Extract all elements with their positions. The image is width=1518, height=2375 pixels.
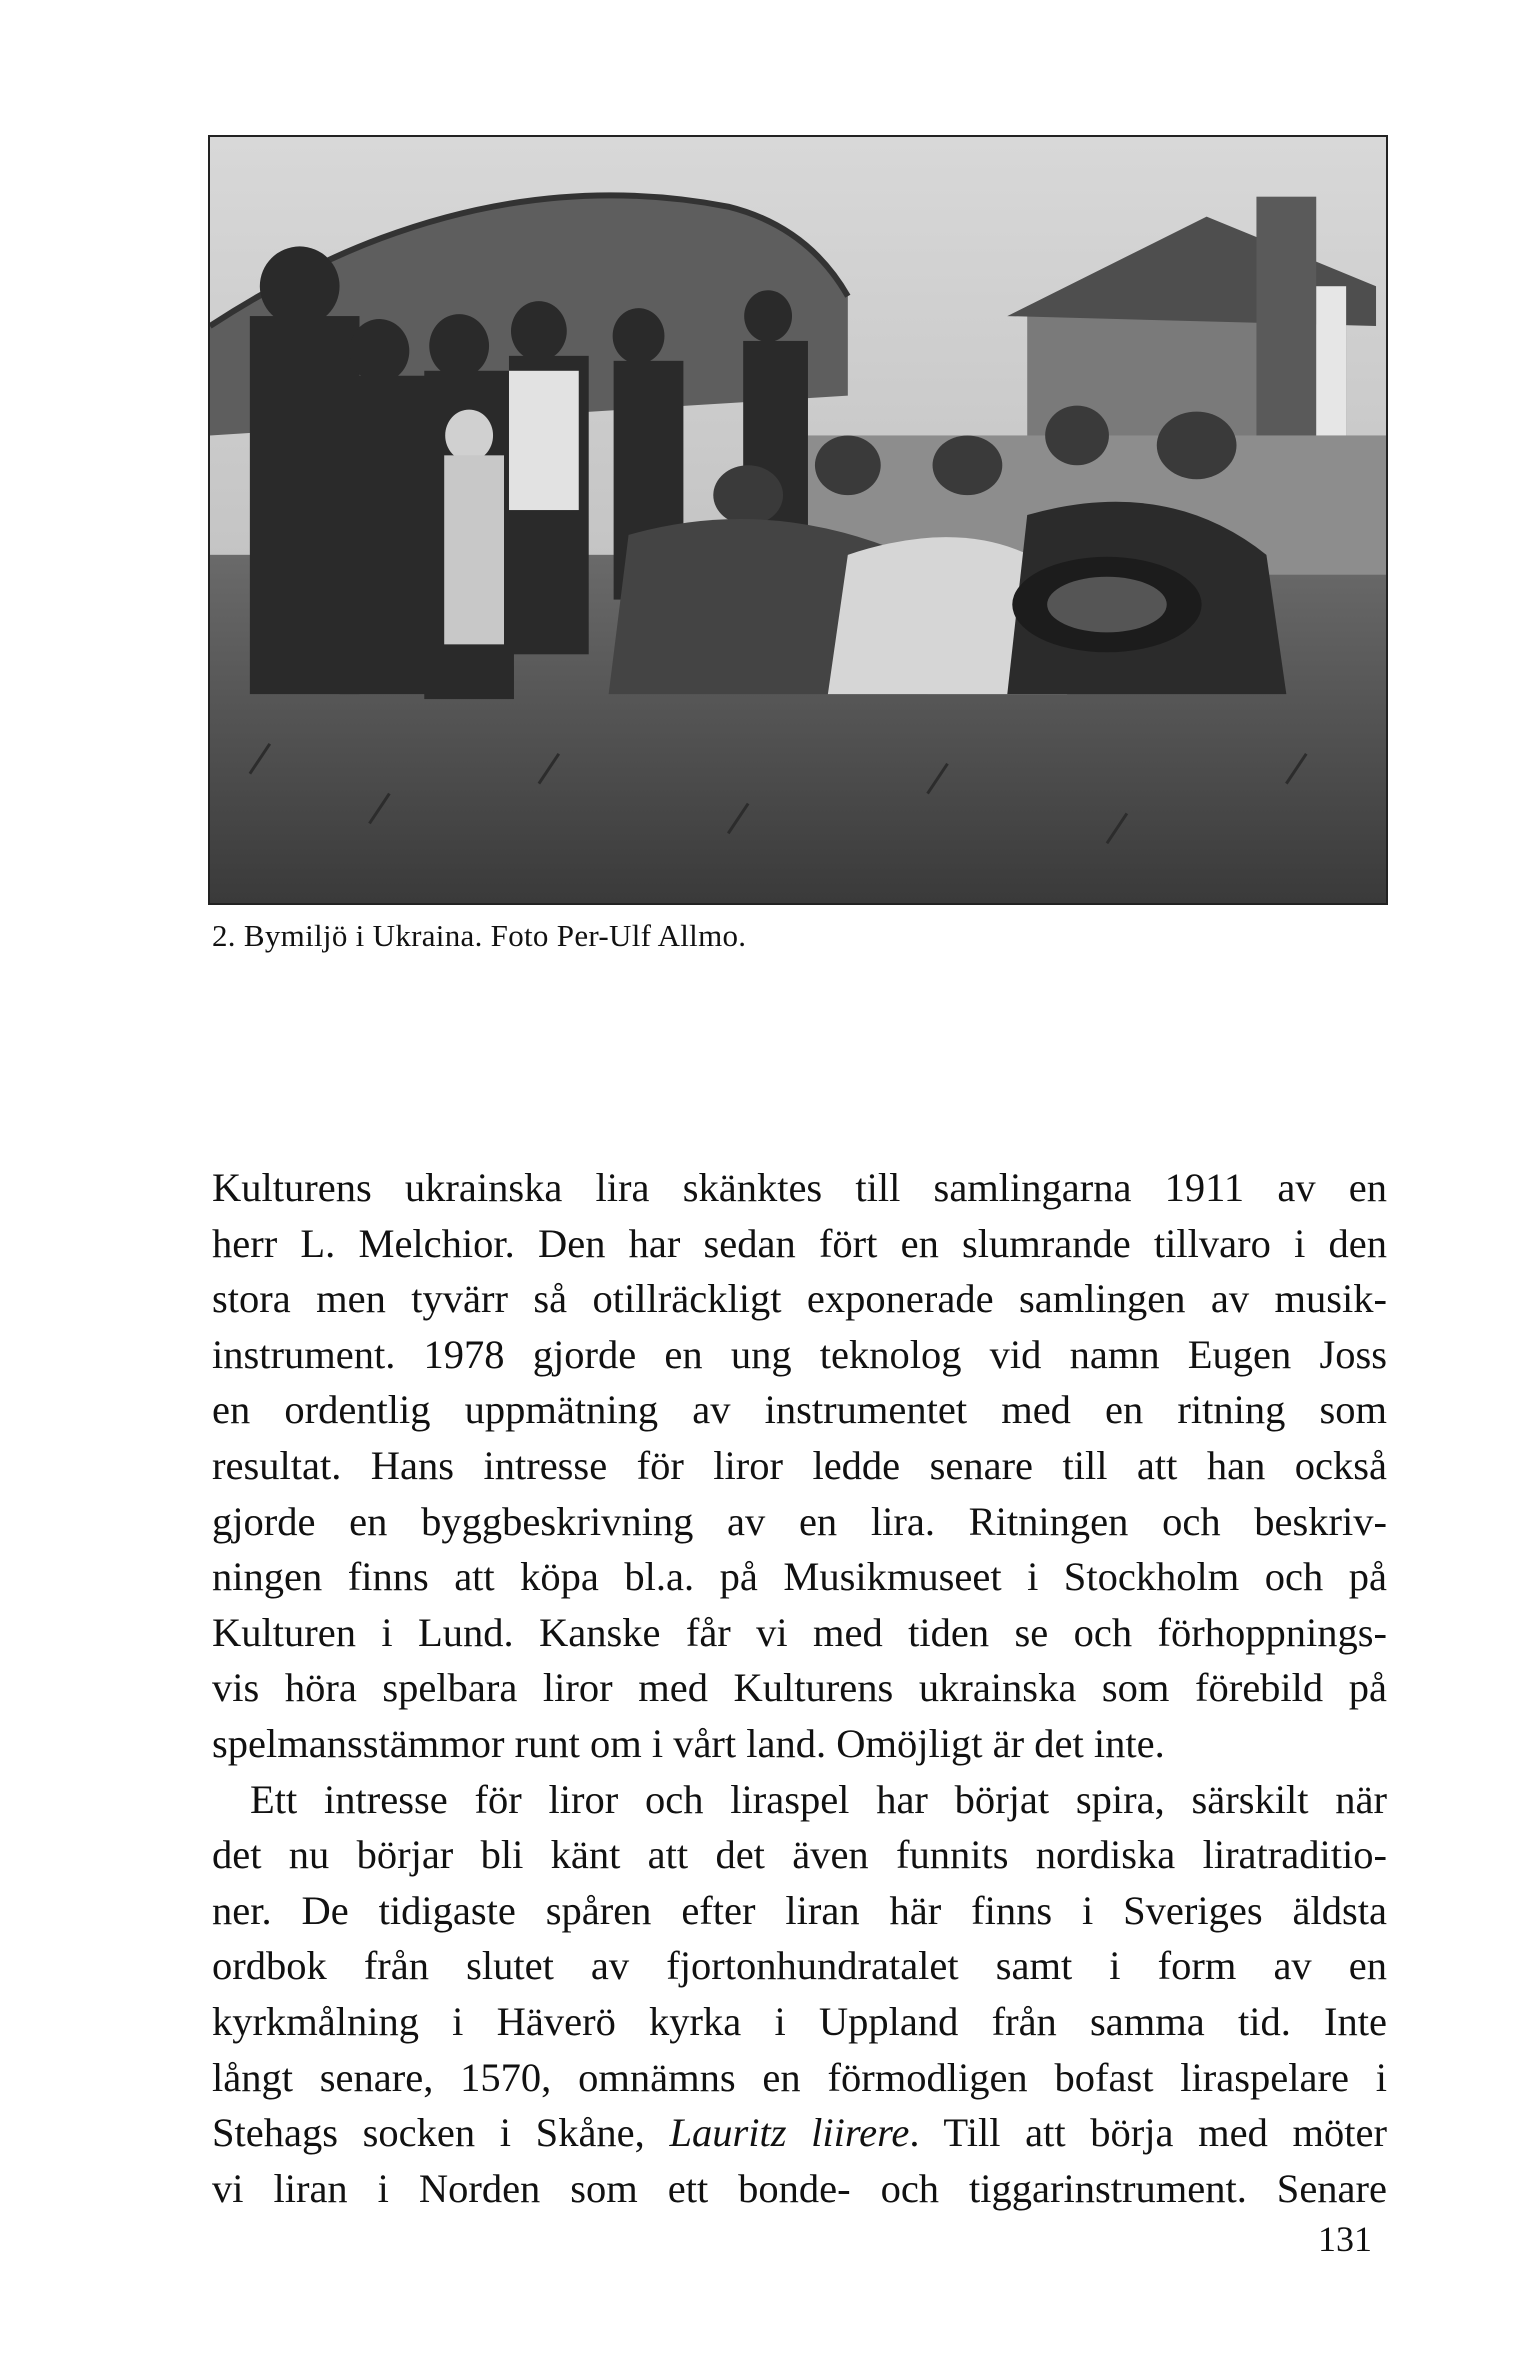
text-line: gjorde en byggbeskrivning av en lira. Ritningen och beskriv-: [212, 1498, 1387, 1544]
paragraph-1: [212, 1160, 1387, 1772]
text-line: stora men tyvärr så otillräckligt exponerade samlingen av musik-: [212, 1276, 1387, 1322]
text-line: instrument. 1978 gjorde en ung teknolog vid namn Eugen Joss: [212, 1331, 1387, 1377]
text-line: långt senare, 1570, omnämns en förmodligen bofast liraspelare i: [212, 2054, 1387, 2100]
text-line: Ett intresse för liror och liraspel har börjat spira, särskilt när: [250, 1776, 1387, 1822]
text-line: ordbok från slutet av fjortonhundratalet samt i form av en: [212, 1943, 1387, 1989]
text-line: Kulturen i Lund. Kanske får vi med tiden se och förhoppnings-: [212, 1609, 1387, 1655]
photo-illustration: [210, 137, 1386, 903]
text-line: vis höra spelbara liror med Kulturens ukrainska som förebild på: [212, 1665, 1387, 1711]
text-line: herr L. Melchior. Den har sedan fört en slumrande tillvaro i den: [212, 1220, 1387, 1266]
paragraph-2: [212, 1772, 1387, 2217]
body-text: [212, 1160, 1387, 2216]
text-line: spelmansstämmor runt om i vårt land. Omöjligt är det inte.: [212, 1720, 1165, 1766]
text-line: [212, 2105, 1387, 2161]
italic-name: Lauritz liirere: [669, 2110, 910, 2156]
text-line: ner. De tidigaste spåren efter liran här finns i Sveriges äldsta: [212, 1887, 1387, 1933]
text-line: Kulturens ukrainska lira skänktes till samlingarna 1911 av en: [212, 1165, 1387, 1210]
village-photo: [208, 135, 1388, 905]
text-segment: Stehags socken i Skåne,: [212, 2110, 670, 2156]
text-line: resultat. Hans intresse för liror ledde senare till att han också: [212, 1442, 1387, 1488]
text-segment: . Till att börja med möter: [909, 2110, 1388, 2156]
text-line: ningen finns att köpa bl.a. på Musikmuseet i Stockholm och på: [212, 1554, 1387, 1600]
text-line: vi liran i Norden som ett bonde- och tiggarinstrument. Senare: [212, 2165, 1387, 2211]
text-line: en ordentlig uppmätning av instrumentet med en ritning som: [212, 1387, 1387, 1433]
text-line: kyrkmålning i Häverö kyrka i Uppland från samma tid. Inte: [212, 1998, 1387, 2044]
figure-caption: 2. Bymiljö i Ukraina. Foto Per-Ulf Allmo.: [212, 918, 747, 953]
text-line: det nu börjar bli känt att det även funnits nordiska liratraditio-: [212, 1832, 1387, 1878]
page-number: 131: [1318, 2219, 1372, 2259]
